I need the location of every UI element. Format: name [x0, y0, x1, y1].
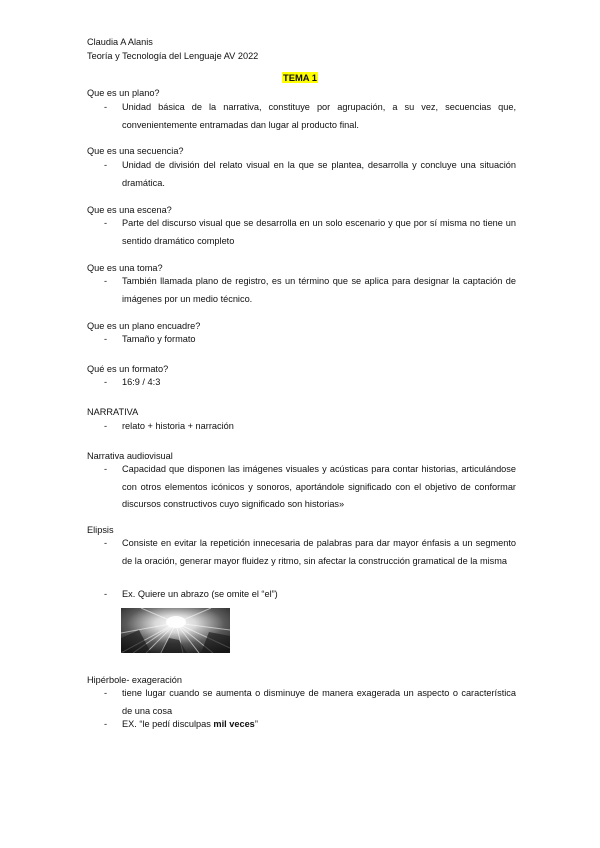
- bullet-dash: -: [104, 688, 108, 698]
- bullet-item: [104, 273, 516, 309]
- section-heading: Elipsis: [87, 525, 114, 535]
- bullet-item: [104, 716, 516, 734]
- bullet-item: [104, 586, 516, 604]
- bullet-text: Tamaño y formato: [122, 334, 196, 344]
- bullet-dash: -: [104, 719, 108, 729]
- bullet-item: [104, 374, 516, 392]
- bullet-text: Unidad de división del relato visual en la que se plantea, desarrolla y concluye una situación dramática.: [122, 160, 516, 188]
- bullet-item: [104, 157, 516, 193]
- section-heading: Qué es un formato?: [87, 364, 169, 374]
- bullet-dash: -: [104, 421, 108, 431]
- bullet-dash: -: [104, 589, 108, 599]
- bullet-text: Unidad básica de la narrativa, constituye por agrupación, a su vez, secuencias que, convenientemente entramadas dan lugar al producto final.: [122, 102, 516, 130]
- bullet-text: Parte del discurso visual que se desarrolla en un solo escenario y que por sí misma no tiene un sentido dramático completo: [122, 218, 516, 246]
- bullet-dash: -: [104, 276, 108, 286]
- example-bold: mil veces: [213, 719, 255, 729]
- topic-highlight: TEMA 1: [282, 72, 318, 83]
- hug-photo: [121, 608, 230, 653]
- author-name: Claudia A Alanis: [87, 37, 153, 47]
- example-suffix: ”: [254, 719, 258, 729]
- bullet-dash: -: [104, 160, 108, 170]
- section-heading: Hipérbole- exageración: [87, 675, 182, 685]
- bullet-item: [104, 99, 516, 135]
- bullet-dash: -: [104, 102, 108, 112]
- bullet-text: También llamada plano de registro, es un término que se aplica para designar la captación de imágenes por un medio técnico.: [122, 276, 516, 304]
- section-heading: Que es un plano?: [87, 88, 160, 98]
- bullet-text: Capacidad que disponen las imágenes visuales y acústicas para contar historias, articulándose con otros elementos icónicos y sonoros, aportándole significado con el objetivo de conformar discursos constructivos cuyo significado son historias»: [122, 464, 516, 509]
- bullet-item: [104, 331, 516, 349]
- section-heading: Que es una escena?: [87, 205, 172, 215]
- section-heading: Que es una toma?: [87, 263, 163, 273]
- course-title: Teoría y Tecnología del Lenguaje AV 2022: [87, 51, 259, 61]
- bullet-text: tiene lugar cuando se aumenta o disminuye de manera exagerada un aspecto o característica de una cosa: [122, 688, 516, 716]
- bullet-dash: -: [104, 377, 108, 387]
- bullet-text: Ex. Quiere un abrazo (se omite el “el”): [122, 589, 278, 599]
- bullet-item: [104, 215, 516, 251]
- bullet-text-example: [122, 716, 516, 734]
- example-prefix: EX. “le pedí disculpas: [122, 719, 214, 729]
- bullet-item: [104, 418, 516, 436]
- section-heading: NARRATIVA: [87, 407, 139, 417]
- section-heading: Que es una secuencia?: [87, 146, 184, 156]
- bullet-dash: -: [104, 334, 108, 344]
- topic-title: [0, 72, 600, 83]
- bullet-dash: -: [104, 218, 108, 228]
- bullet-dash: -: [104, 538, 108, 548]
- bullet-item: [104, 535, 516, 589]
- bullet-text: 16:9 / 4:3: [122, 377, 161, 387]
- bullet-item: [104, 461, 516, 515]
- section-heading: Narrativa audiovisual: [87, 451, 173, 461]
- section-heading: Que es un plano encuadre?: [87, 321, 201, 331]
- bullet-text: Consiste en evitar la repetición innecesaria de palabras para dar mayor énfasis a un segmento de la oración, generar mayor fluidez y ritmo, sin afectar la construcción gramatical de la misma: [122, 538, 516, 566]
- bullet-dash: -: [104, 464, 108, 474]
- bullet-text: relato + historia + narración: [122, 421, 234, 431]
